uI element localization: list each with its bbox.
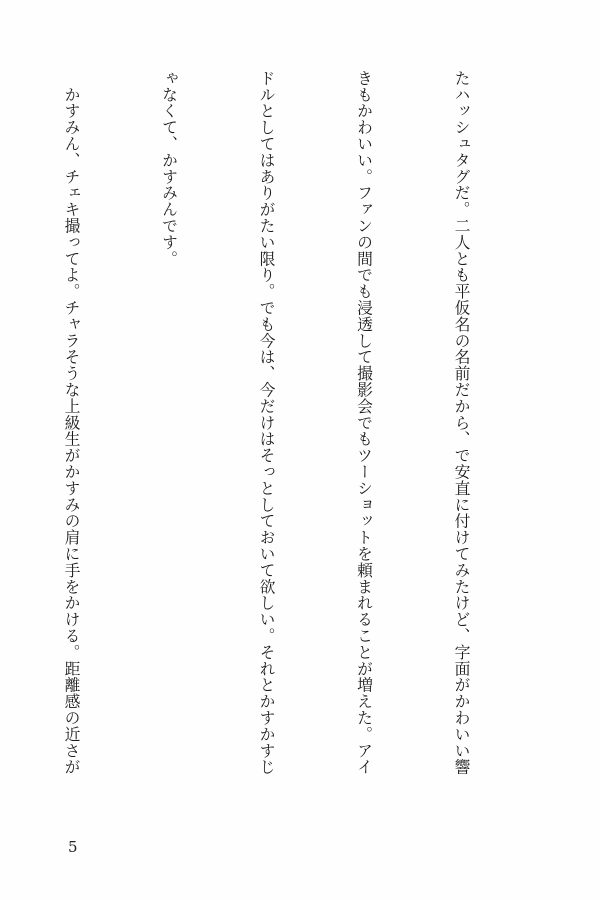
page-number: 5	[68, 838, 78, 856]
text-line-1: たハッシュタグだ。二人とも平仮名の名前だから、で安直に付けてみたけど、字面がかわいい響	[452, 70, 471, 776]
text-line-4: ゃなくて、かすみんです。	[159, 70, 179, 267]
text-line-3: ドルとしてはありがたい限り。でも今は、今だけはそっとしておいて欲しい。それとかすかすじ	[257, 70, 276, 776]
vertical-text-body	[0, 70, 542, 840]
text-line-2: きもかわいい。ファンの間でも浸透して撮影会でもツーショットを頼まれることが増えた。アイ	[354, 70, 374, 776]
text-line-5: かすみん、チェキ撮ってよ。チャラそうな上級生がかすみの肩に手をかける。距離感の近さが	[62, 70, 81, 776]
